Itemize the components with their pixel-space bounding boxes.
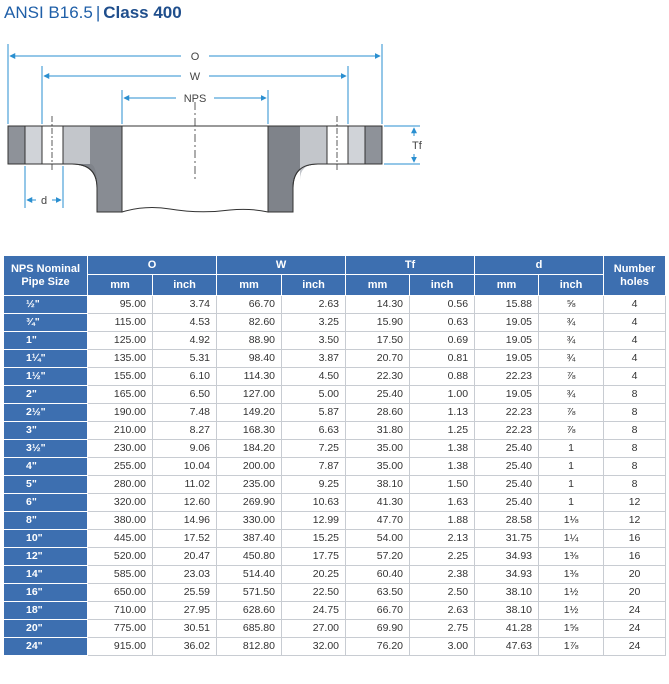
cell-o-inch: 3.74: [153, 296, 217, 314]
cell-o-inch: 30.51: [153, 620, 217, 638]
cell-w-inch: 7.87: [282, 458, 346, 476]
cell-tf-inch: 0.81: [410, 350, 475, 368]
flange-spec-table: [3, 255, 666, 656]
col-header-nps: NPS Nominal Pipe Size: [4, 256, 88, 296]
cell-d-mm: 22.23: [475, 422, 539, 440]
cell-o-inch: 4.92: [153, 332, 217, 350]
cell-holes: 8: [604, 440, 666, 458]
table-row: [4, 512, 666, 530]
cell-nps: ¾": [4, 314, 88, 332]
cell-nps: 20": [4, 620, 88, 638]
cell-tf-inch: 1.88: [410, 512, 475, 530]
col-header-w: W: [217, 256, 346, 275]
subheader-inch: inch: [153, 275, 217, 296]
dim-label-w: W: [189, 71, 201, 83]
cell-d-mm: 28.58: [475, 512, 539, 530]
cell-nps: 1¼": [4, 350, 88, 368]
cell-o-inch: 23.03: [153, 566, 217, 584]
cell-holes: 4: [604, 296, 666, 314]
cell-holes: 8: [604, 404, 666, 422]
cell-holes: 4: [604, 368, 666, 386]
subheader-inch: inch: [539, 275, 604, 296]
cell-o-mm: 135.00: [88, 350, 153, 368]
cell-tf-inch: 1.25: [410, 422, 475, 440]
cell-nps: 1½": [4, 368, 88, 386]
cell-nps: 1": [4, 332, 88, 350]
table-row: [4, 494, 666, 512]
subheader-mm: mm: [346, 275, 410, 296]
cell-d-mm: 25.40: [475, 494, 539, 512]
cell-nps: 3": [4, 422, 88, 440]
cell-o-inch: 11.02: [153, 476, 217, 494]
cell-o-mm: 230.00: [88, 440, 153, 458]
cell-w-inch: 2.63: [282, 296, 346, 314]
cell-tf-inch: 0.63: [410, 314, 475, 332]
cell-d-inch: ⅝: [539, 296, 604, 314]
table-row: [4, 548, 666, 566]
cell-w-mm: 235.00: [217, 476, 282, 494]
cell-holes: 16: [604, 548, 666, 566]
cell-nps: 8": [4, 512, 88, 530]
cell-o-inch: 25.59: [153, 584, 217, 602]
cell-w-inch: 7.25: [282, 440, 346, 458]
cell-tf-inch: 1.13: [410, 404, 475, 422]
cell-w-mm: 82.60: [217, 314, 282, 332]
cell-o-inch: 4.53: [153, 314, 217, 332]
cell-d-inch: ⅞: [539, 368, 604, 386]
cell-d-inch: 1⅜: [539, 548, 604, 566]
cell-w-inch: 20.25: [282, 566, 346, 584]
cell-nps: 5": [4, 476, 88, 494]
cell-o-inch: 7.48: [153, 404, 217, 422]
cell-tf-mm: 31.80: [346, 422, 410, 440]
cell-w-mm: 98.40: [217, 350, 282, 368]
cell-holes: 8: [604, 422, 666, 440]
cell-w-inch: 24.75: [282, 602, 346, 620]
cell-d-inch: 1: [539, 458, 604, 476]
cell-w-inch: 27.00: [282, 620, 346, 638]
cell-o-inch: 27.95: [153, 602, 217, 620]
title-separator: |: [95, 3, 101, 22]
cell-tf-inch: 0.69: [410, 332, 475, 350]
dim-label-tf: Tf: [412, 140, 422, 152]
cell-w-inch: 17.75: [282, 548, 346, 566]
cell-d-mm: 22.23: [475, 368, 539, 386]
table-row: [4, 638, 666, 656]
cell-w-inch: 9.25: [282, 476, 346, 494]
page-title: [4, 3, 182, 23]
col-header-holes: Number holes: [604, 256, 666, 296]
cell-o-mm: 650.00: [88, 584, 153, 602]
cell-nps: 2": [4, 386, 88, 404]
cell-o-mm: 115.00: [88, 314, 153, 332]
title-class: Class 400: [103, 3, 182, 22]
cell-d-mm: 41.28: [475, 620, 539, 638]
cell-o-mm: 445.00: [88, 530, 153, 548]
cell-nps: ½": [4, 296, 88, 314]
subheader-inch: inch: [410, 275, 475, 296]
cell-w-mm: 66.70: [217, 296, 282, 314]
cell-tf-mm: 28.60: [346, 404, 410, 422]
cell-o-mm: 155.00: [88, 368, 153, 386]
cell-tf-mm: 35.00: [346, 458, 410, 476]
cell-d-mm: 25.40: [475, 476, 539, 494]
col-header-d: d: [475, 256, 604, 275]
cell-o-inch: 8.27: [153, 422, 217, 440]
cell-w-inch: 10.63: [282, 494, 346, 512]
cell-o-inch: 20.47: [153, 548, 217, 566]
table-row: [4, 332, 666, 350]
cell-tf-inch: 2.50: [410, 584, 475, 602]
cell-w-mm: 200.00: [217, 458, 282, 476]
cell-tf-mm: 25.40: [346, 386, 410, 404]
table-row: [4, 314, 666, 332]
cell-tf-mm: 14.30: [346, 296, 410, 314]
cell-d-mm: 19.05: [475, 386, 539, 404]
cell-tf-mm: 69.90: [346, 620, 410, 638]
cell-holes: 4: [604, 350, 666, 368]
cell-w-mm: 114.30: [217, 368, 282, 386]
subheader-mm: mm: [217, 275, 282, 296]
cell-tf-inch: 2.63: [410, 602, 475, 620]
cell-w-inch: 3.25: [282, 314, 346, 332]
cell-w-mm: 168.30: [217, 422, 282, 440]
cell-nps: 16": [4, 584, 88, 602]
cell-holes: 12: [604, 512, 666, 530]
cell-tf-mm: 76.20: [346, 638, 410, 656]
cell-holes: 16: [604, 530, 666, 548]
cell-w-inch: 3.50: [282, 332, 346, 350]
cell-holes: 24: [604, 620, 666, 638]
cell-d-mm: 19.05: [475, 350, 539, 368]
cell-holes: 4: [604, 314, 666, 332]
cell-tf-inch: 1.63: [410, 494, 475, 512]
table-row: [4, 386, 666, 404]
cell-w-mm: 88.90: [217, 332, 282, 350]
cell-d-mm: 19.05: [475, 332, 539, 350]
cell-tf-mm: 47.70: [346, 512, 410, 530]
cell-nps: 12": [4, 548, 88, 566]
cell-o-mm: 165.00: [88, 386, 153, 404]
cell-d-mm: 38.10: [475, 584, 539, 602]
cell-w-inch: 12.99: [282, 512, 346, 530]
cell-o-mm: 380.00: [88, 512, 153, 530]
cell-nps: 4": [4, 458, 88, 476]
cell-tf-mm: 17.50: [346, 332, 410, 350]
cell-o-mm: 775.00: [88, 620, 153, 638]
cell-tf-inch: 0.88: [410, 368, 475, 386]
cell-d-inch: ¾: [539, 350, 604, 368]
cell-w-inch: 6.63: [282, 422, 346, 440]
cell-tf-mm: 63.50: [346, 584, 410, 602]
cell-w-mm: 149.20: [217, 404, 282, 422]
cell-holes: 20: [604, 584, 666, 602]
cell-o-mm: 320.00: [88, 494, 153, 512]
cell-d-mm: 34.93: [475, 566, 539, 584]
cell-nps: 2½": [4, 404, 88, 422]
table-row: [4, 296, 666, 314]
table-row: [4, 602, 666, 620]
cell-o-mm: 190.00: [88, 404, 153, 422]
cell-w-mm: 628.60: [217, 602, 282, 620]
table-row: [4, 350, 666, 368]
table-row: [4, 476, 666, 494]
cell-nps: 24": [4, 638, 88, 656]
cell-d-mm: 25.40: [475, 440, 539, 458]
dim-label-o: O: [190, 51, 200, 63]
cell-tf-inch: 1.00: [410, 386, 475, 404]
cell-holes: 4: [604, 332, 666, 350]
cell-d-mm: 22.23: [475, 404, 539, 422]
cell-o-mm: 710.00: [88, 602, 153, 620]
cell-d-inch: 1⅜: [539, 566, 604, 584]
cell-tf-inch: 1.50: [410, 476, 475, 494]
cell-o-mm: 210.00: [88, 422, 153, 440]
cell-o-inch: 9.06: [153, 440, 217, 458]
cell-w-mm: 685.80: [217, 620, 282, 638]
cell-tf-inch: 0.56: [410, 296, 475, 314]
cell-o-inch: 17.52: [153, 530, 217, 548]
table-row: [4, 620, 666, 638]
cell-d-inch: ¾: [539, 386, 604, 404]
cell-nps: 10": [4, 530, 88, 548]
cell-d-inch: 1½: [539, 584, 604, 602]
cell-holes: 8: [604, 476, 666, 494]
cell-tf-inch: 1.38: [410, 440, 475, 458]
table-row: [4, 422, 666, 440]
cell-d-mm: 34.93: [475, 548, 539, 566]
cell-w-inch: 22.50: [282, 584, 346, 602]
cell-o-mm: 915.00: [88, 638, 153, 656]
cell-holes: 8: [604, 458, 666, 476]
cell-o-inch: 5.31: [153, 350, 217, 368]
cell-nps: 3½": [4, 440, 88, 458]
cell-o-inch: 6.50: [153, 386, 217, 404]
cell-tf-inch: 1.38: [410, 458, 475, 476]
cell-tf-mm: 57.20: [346, 548, 410, 566]
cell-w-mm: 387.40: [217, 530, 282, 548]
cell-tf-mm: 38.10: [346, 476, 410, 494]
cell-o-mm: 280.00: [88, 476, 153, 494]
table-row: [4, 530, 666, 548]
cell-tf-mm: 22.30: [346, 368, 410, 386]
table-row: [4, 458, 666, 476]
cell-tf-mm: 20.70: [346, 350, 410, 368]
cell-tf-inch: 2.13: [410, 530, 475, 548]
cell-w-mm: 450.80: [217, 548, 282, 566]
flange-diagram: [0, 30, 669, 252]
flange-section: [8, 102, 382, 212]
cell-tf-mm: 35.00: [346, 440, 410, 458]
subheader-mm: mm: [475, 275, 539, 296]
cell-d-inch: ⅞: [539, 404, 604, 422]
cell-w-inch: 5.87: [282, 404, 346, 422]
cell-w-mm: 812.80: [217, 638, 282, 656]
cell-d-inch: 1: [539, 440, 604, 458]
cell-tf-inch: 2.25: [410, 548, 475, 566]
cell-o-inch: 36.02: [153, 638, 217, 656]
cell-holes: 8: [604, 386, 666, 404]
cell-nps: 18": [4, 602, 88, 620]
cell-holes: 20: [604, 566, 666, 584]
title-standard: ANSI B16.5: [4, 3, 93, 22]
table-body: [4, 296, 666, 656]
table-row: [4, 368, 666, 386]
cell-tf-inch: 2.75: [410, 620, 475, 638]
cell-nps: 14": [4, 566, 88, 584]
cell-o-mm: 520.00: [88, 548, 153, 566]
cell-d-mm: 15.88: [475, 296, 539, 314]
table-row: [4, 566, 666, 584]
cell-holes: 24: [604, 602, 666, 620]
subheader-mm: mm: [88, 275, 153, 296]
dim-label-d: d: [40, 195, 48, 207]
cell-d-inch: 1⅞: [539, 638, 604, 656]
col-header-tf: Tf: [346, 256, 475, 275]
cell-holes: 12: [604, 494, 666, 512]
cell-w-inch: 15.25: [282, 530, 346, 548]
cell-tf-mm: 66.70: [346, 602, 410, 620]
cell-tf-inch: 3.00: [410, 638, 475, 656]
cell-d-inch: ⅞: [539, 422, 604, 440]
cell-tf-inch: 2.38: [410, 566, 475, 584]
cell-o-mm: 255.00: [88, 458, 153, 476]
cell-w-inch: 5.00: [282, 386, 346, 404]
cell-d-mm: 19.05: [475, 314, 539, 332]
cell-w-mm: 571.50: [217, 584, 282, 602]
cell-o-inch: 12.60: [153, 494, 217, 512]
dim-label-nps: NPS: [183, 93, 207, 105]
table-row: [4, 584, 666, 602]
cell-d-inch: 1⅝: [539, 620, 604, 638]
col-header-o: O: [88, 256, 217, 275]
cell-d-mm: 25.40: [475, 458, 539, 476]
cell-o-inch: 10.04: [153, 458, 217, 476]
cell-o-inch: 14.96: [153, 512, 217, 530]
cell-d-inch: 1: [539, 494, 604, 512]
cell-w-mm: 184.20: [217, 440, 282, 458]
cell-o-mm: 585.00: [88, 566, 153, 584]
cell-d-mm: 38.10: [475, 602, 539, 620]
table-row: [4, 440, 666, 458]
table-row: [4, 404, 666, 422]
cell-w-mm: 269.90: [217, 494, 282, 512]
cell-w-inch: 3.87: [282, 350, 346, 368]
cell-nps: 6": [4, 494, 88, 512]
cell-d-inch: ¾: [539, 314, 604, 332]
cell-holes: 24: [604, 638, 666, 656]
cell-tf-mm: 54.00: [346, 530, 410, 548]
cell-d-inch: 1½: [539, 602, 604, 620]
cell-w-inch: 32.00: [282, 638, 346, 656]
cell-d-inch: 1¼: [539, 530, 604, 548]
subheader-inch: inch: [282, 275, 346, 296]
cell-d-mm: 47.63: [475, 638, 539, 656]
cell-d-inch: 1⅛: [539, 512, 604, 530]
cell-w-mm: 330.00: [217, 512, 282, 530]
cell-w-mm: 127.00: [217, 386, 282, 404]
cell-d-inch: 1: [539, 476, 604, 494]
cell-w-mm: 514.40: [217, 566, 282, 584]
cell-o-mm: 125.00: [88, 332, 153, 350]
cell-tf-mm: 60.40: [346, 566, 410, 584]
cell-o-inch: 6.10: [153, 368, 217, 386]
cell-o-mm: 95.00: [88, 296, 153, 314]
cell-tf-mm: 15.90: [346, 314, 410, 332]
cell-d-mm: 31.75: [475, 530, 539, 548]
cell-d-inch: ¾: [539, 332, 604, 350]
cell-tf-mm: 41.30: [346, 494, 410, 512]
cell-w-inch: 4.50: [282, 368, 346, 386]
